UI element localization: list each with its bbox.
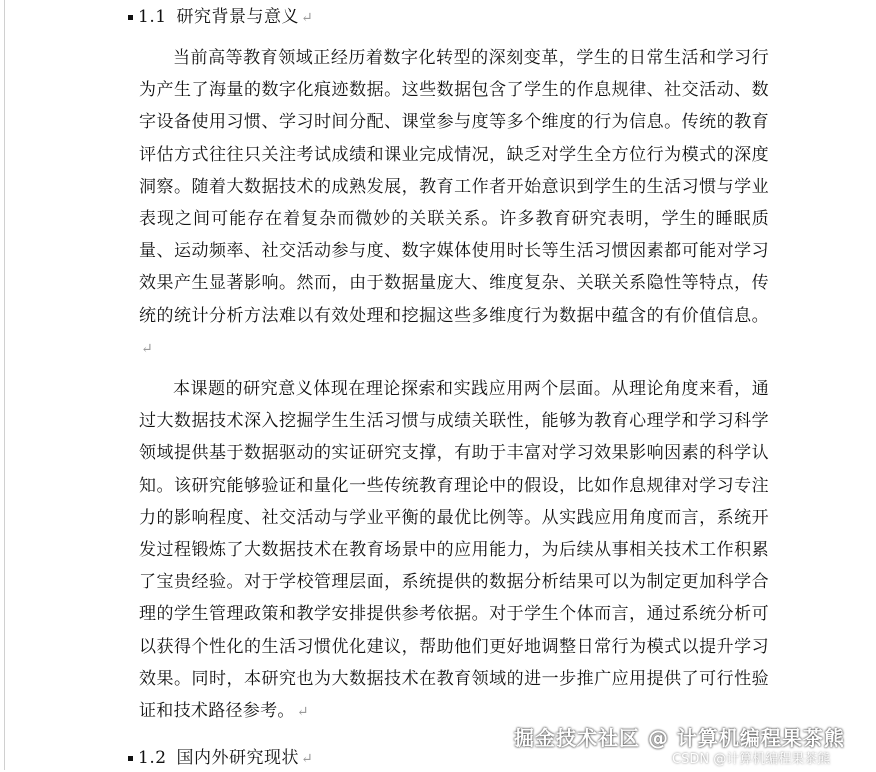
paragraph-mark: ↵ (301, 10, 314, 26)
section-heading-1-2 (128, 745, 313, 771)
page-margin-rule (4, 0, 5, 770)
paragraph-mark: ↵ (296, 704, 309, 721)
section-title: 国内外研究现状 (176, 748, 300, 768)
paragraph-mark: ↵ (141, 340, 154, 357)
paragraph-text: 本课题的研究意义体现在理论探索和实践应用两个层面。从理论角度来看，通过大数据技术深入挖掘学生生活习惯与成绩关联性，能够为教育心理学和学习科学领域提供基于数据驱动的实证研究支撑，有助于丰富对学习效果影响因素的科学认知。该研究能够验证和量化一些传统教育理论中的假设，比如作息规律对学习专注力的影响程度、社交活动与学业平衡的最优比例等。从实践应用角度而言，系统开发过程锻炼了大数据技术在教育场景中的应用能力，为后续从事相关技术工作积累了宝贵经验。对于学校管理层面，系统提供的数据分析结果可以为制定更加科学合理的学生管理政策和教学安排提供参考依据。对于学生个体而言，通过系统分析可以获得个性化的生活习惯优化建议，帮助他们更好地调整日常行为模式以提升学习效果。同时，本研究也为大数据技术在教育领域的进一步推广应用提供了可行性验证和技术路径参考。 (139, 379, 769, 722)
paragraph-text: 当前高等教育领域正经历着数字化转型的深刻变革，学生的日常生活和学习行为产生了海量的数字化痕迹数据。这些数据包含了学生的作息规律、社交活动、数字设备使用习惯、学习时间分配、课堂参与度等多个维度的行为信息。传统的教育评估方式往往只关注考试成绩和课业完成情况，缺乏对学生全方位行为模式的深度洞察。随着大数据技术的成熟发展，教育工作者开始意识到学生的生活习惯与学业表现之间可能存在着复杂而微妙的关联关系。许多教育研究表明，学生的睡眠质量、运动频率、社交活动参与度、数字媒体使用时长等生活习惯因素都可能对学习效果产生显著影响。然而，由于数据量庞大、维度复杂、关联关系隐性等特点，传统的统计分析方法难以有效处理和挖掘这些多维度行为数据中蕴含的有价值信息。 (139, 48, 769, 326)
section-number: 1.2 (138, 748, 167, 768)
heading-bullet (128, 15, 133, 20)
heading-bullet (128, 756, 133, 761)
paragraph-significance (139, 373, 769, 728)
juejin-watermark: 掘金技术社区 @ 计算机编程果茶熊 (514, 726, 845, 750)
section-heading-1-1 (128, 4, 313, 30)
section-title: 研究背景与意义 (176, 7, 300, 27)
section-number: 1.1 (138, 7, 167, 27)
csdn-watermark: CSDN @计算机编程果茶熊 (672, 752, 831, 767)
paragraph-mark: ↵ (301, 751, 314, 767)
paragraph-background (139, 42, 769, 365)
